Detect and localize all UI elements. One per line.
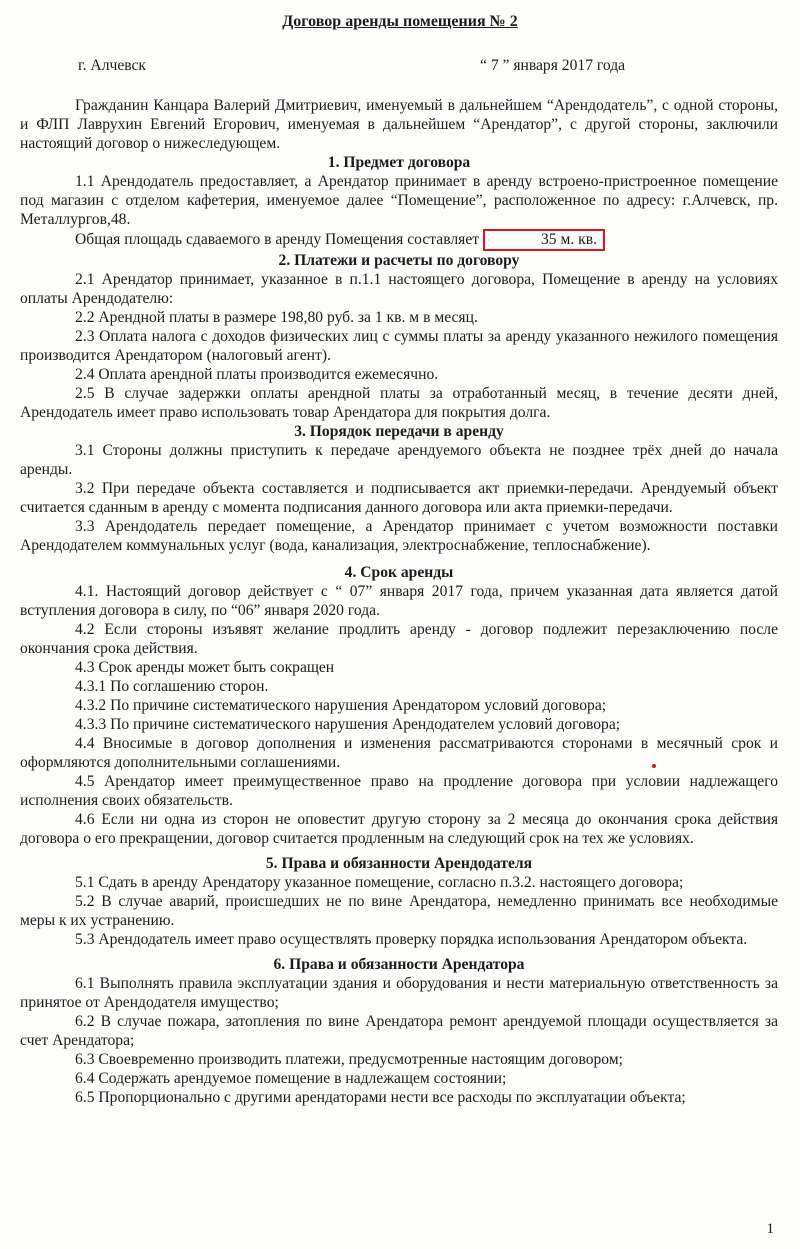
clause-6-4: 6.4 Содержать арендуемое помещение в надлежащем состоянии; — [75, 1070, 507, 1087]
clause-5-1: 5.1 Сдать в аренду Арендатору указанное помещение, согласно п.3.2. настоящего договора; — [75, 874, 684, 891]
section-1-heading: 1. Предмет договора — [327, 154, 471, 171]
area-highlight: 35 м. кв. — [483, 229, 605, 251]
document-body — [20, 96, 778, 1107]
clause-3-2: 3.2 При передаче объекта составляется и подписывается акт приемки-передачи. Арендуемый объект считается сданным в аренду с момента подписания данного договора или акта приемки-передачи. — [20, 480, 778, 516]
clause-3-1: 3.1 Стороны должны приступить к передаче арендуемого объекта не позднее трёх дней до начала аренды. — [20, 442, 778, 478]
document-title: Договор аренды помещения № 2 — [282, 13, 518, 30]
clause-area — [20, 229, 778, 251]
clause-4-1: 4.1. Настоящий договор действует с “ 07” января 2017 года, причем указанная дата является датой вступления договора в силу, по “06” января 2020 года. — [20, 583, 778, 619]
contract-date: “ 7 ” января 2017 года — [480, 57, 626, 74]
clause-4-2: 4.2 Если стороны изъявят желание продлить аренду - договор подлежит перезаключению после окончания срока действия. — [20, 621, 778, 657]
clause-1-1: 1.1 Арендодатель предоставляет, а Арендатор принимает в аренду встроено-пристроенное помещение под магазин с отделом кафетерия, именуемое далее “Помещение”, расположенное по адресу: г.Алчевск, пр. Металлургов,48. — [20, 173, 778, 228]
clause-3-3: 3.3 Арендодатель передает помещение, а Арендатор принимает с учетом возможности поставки Арендодателем коммунальных услуг (вода, канализация, электроснабжение, теплоснабжение). — [20, 518, 778, 554]
section-4-heading: 4. Срок аренды — [344, 564, 454, 581]
intro-paragraph: Гражданин Канцара Валерий Дмитриевич, именуемый в дальнейшем “Арендодатель”, с одной стороны, и ФЛП Лаврухин Евгений Егорович, именуемая в дальнейшем “Арендатор”, с другой стороны, заключили настоящий договор о нижеследующем. — [20, 97, 778, 152]
page-number: 1 — [766, 1221, 774, 1237]
area-text: Общая площадь сдаваемого в аренду Помещения составляет — [75, 231, 480, 248]
section-5-heading: 5. Права и обязанности Арендодателя — [265, 855, 533, 872]
clause-6-3: 6.3 Своевременно производить платежи, предусмотренные настоящим договором; — [75, 1051, 624, 1068]
clause-5-2: 5.2 В случае аварий, происшедших не по вине Арендатора, немедленно принимать все необходимые меры к их устранению. — [20, 893, 778, 929]
clause-4-3-1: 4.3.1 По соглашению сторон. — [75, 678, 269, 695]
clause-2-2: 2.2 Арендной платы в размере 198,80 руб. за 1 кв. м в месяц. — [75, 309, 478, 326]
clause-2-4: 2.4 Оплата арендной платы производится ежемесячно. — [75, 366, 439, 383]
clause-6-2: 6.2 В случае пожара, затопления по вине Арендатора ремонт арендуемой площади осуществляется за счет Арендатора; — [20, 1013, 778, 1049]
clause-4-4: 4.4 Вносимые в договор дополнения и изменения рассматриваются сторонами в месячный срок и оформляются дополнительными соглашениями. — [20, 735, 778, 771]
clause-6-1: 6.1 Выполнять правила эксплуатации здания и оборудования и нести материальную ответственность за принятое от Арендодателя имущество; — [20, 975, 778, 1011]
clause-4-5: 4.5 Арендатор имеет преимущественное право на продление договора при условии надлежащего исполнения своих обязательств. — [20, 773, 778, 809]
clause-6-5: 6.5 Пропорционально с другими арендаторами нести все расходы по эксплуатации объекта; — [75, 1089, 686, 1106]
clause-4-3-3: 4.3.3 По причине систематического нарушения Арендодателем условий договора; — [75, 716, 621, 733]
clause-2-1: 2.1 Арендатор принимает, указанное в п.1.1 настоящего договора, Помещение в аренду на условиях оплаты Арендодателю: — [20, 271, 778, 307]
clause-4-3: 4.3 Срок аренды может быть сокращен — [75, 659, 335, 676]
contract-city: г. Алчевск — [78, 57, 147, 74]
clause-4-6: 4.6 Если ни одна из сторон не оповестит другую сторону за 2 месяца до окончания срока действия договора о его прекращении, договор считается продленным на следующий срок на тех же условиях. — [20, 811, 778, 847]
section-3-heading: 3. Порядок передачи в аренду — [294, 423, 504, 440]
clause-4-3-2: 4.3.2 По причине систематического нарушения Арендатором условий договора; — [75, 697, 607, 714]
section-2-heading: 2. Платежи и расчеты по договору — [278, 252, 520, 269]
clause-2-5: 2.5 В случае задержки оплаты арендной платы за отработанный месяц, в течение десяти дней, Арендодатель имеет право использовать товар Арендатора для покрытия долга. — [20, 385, 778, 421]
clause-2-3: 2.3 Оплата налога с доходов физических лиц с суммы платы за аренду указанного нежилого помещения производится Арендатором (налоговый агент). — [20, 328, 778, 364]
ink-dot-mark — [652, 764, 656, 768]
clause-5-3: 5.3 Арендодатель имеет право осуществлять проверку порядка использования Арендатором объекта. — [75, 931, 748, 948]
section-6-heading: 6. Права и обязанности Арендатора — [273, 956, 525, 973]
